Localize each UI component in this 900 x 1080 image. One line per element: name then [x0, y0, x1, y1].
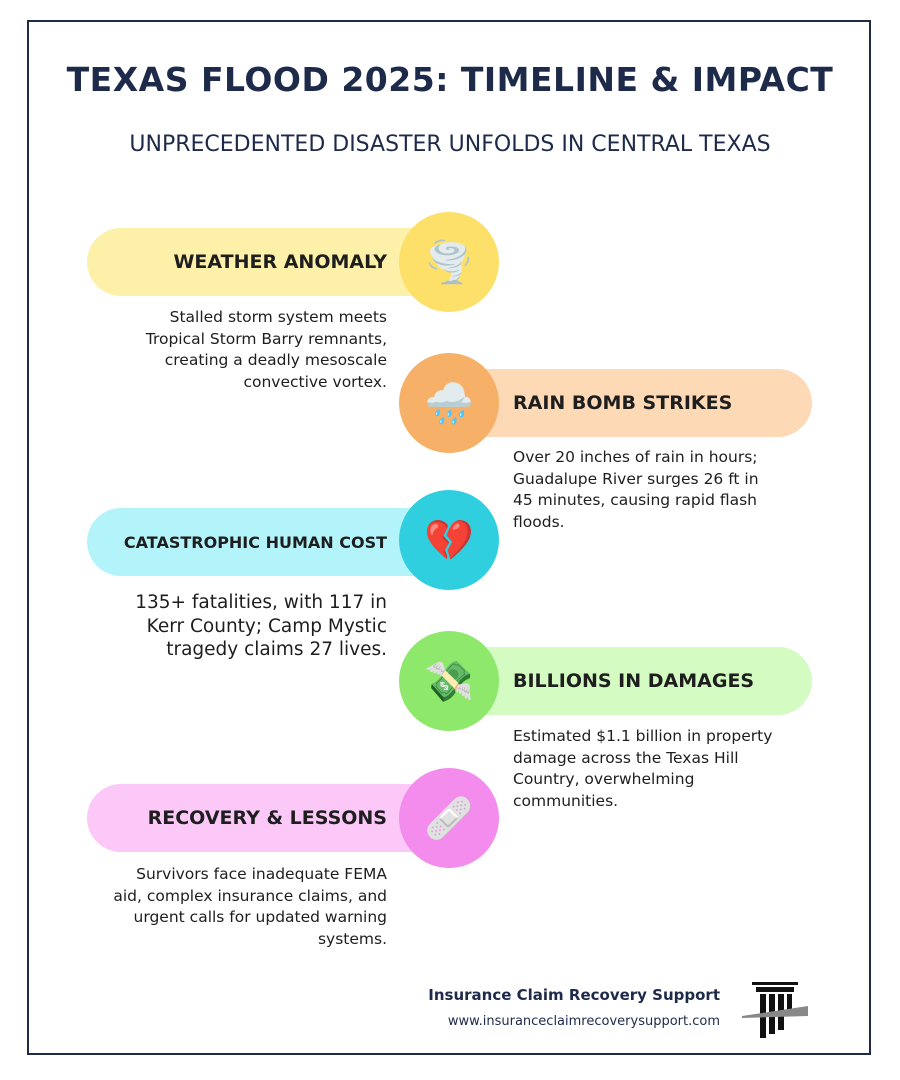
step-description: Survivors face inadequate FEMA aid, complex insurance claims, and urgent calls for updated warning systems. — [113, 865, 387, 948]
rain-cloud-icon: 🌧️ — [399, 353, 499, 453]
brand-url[interactable]: www.insuranceclaimrecoverysupport.com — [447, 1014, 720, 1029]
brand-name: Insurance Claim Recovery Support — [428, 986, 720, 1004]
step-description: Over 20 inches of rain in hours; Guadalupe River surges 26 ft in 45 minutes, causing rapid flash floods. — [513, 448, 759, 531]
step-description: Estimated $1.1 billion in property damage across the Texas Hill Country, overwhelming communities. — [513, 727, 773, 810]
step-label: RAIN BOMB STRIKES — [513, 392, 733, 414]
step-label: CATASTROPHIC HUMAN COST — [123, 532, 387, 552]
pillar-logo-icon — [740, 980, 810, 1042]
tornado-icon: 🌪️ — [399, 212, 499, 312]
broken-heart-icon: 💔 — [399, 490, 499, 590]
step-description: Stalled storm system meets Tropical Storm Barry remnants, creating a deadly mesoscale convective vortex. — [145, 308, 387, 391]
page-subtitle: UNPRECEDENTED DISASTER UNFOLDS IN CENTRAL TEXAS — [129, 132, 771, 157]
step-label: RECOVERY & LESSONS — [147, 807, 387, 829]
money-wings-icon: 💸 — [399, 631, 499, 731]
bandage-icon: 🩹 — [399, 768, 499, 868]
step-label: WEATHER ANOMALY — [173, 251, 387, 273]
step-label: BILLIONS IN DAMAGES — [513, 670, 755, 692]
page-title: TEXAS FLOOD 2025: TIMELINE & IMPACT — [66, 60, 834, 99]
step-description: 135+ fatalities, with 117 in Kerr County; Camp Mystic tragedy claims 27 lives. — [135, 592, 387, 660]
